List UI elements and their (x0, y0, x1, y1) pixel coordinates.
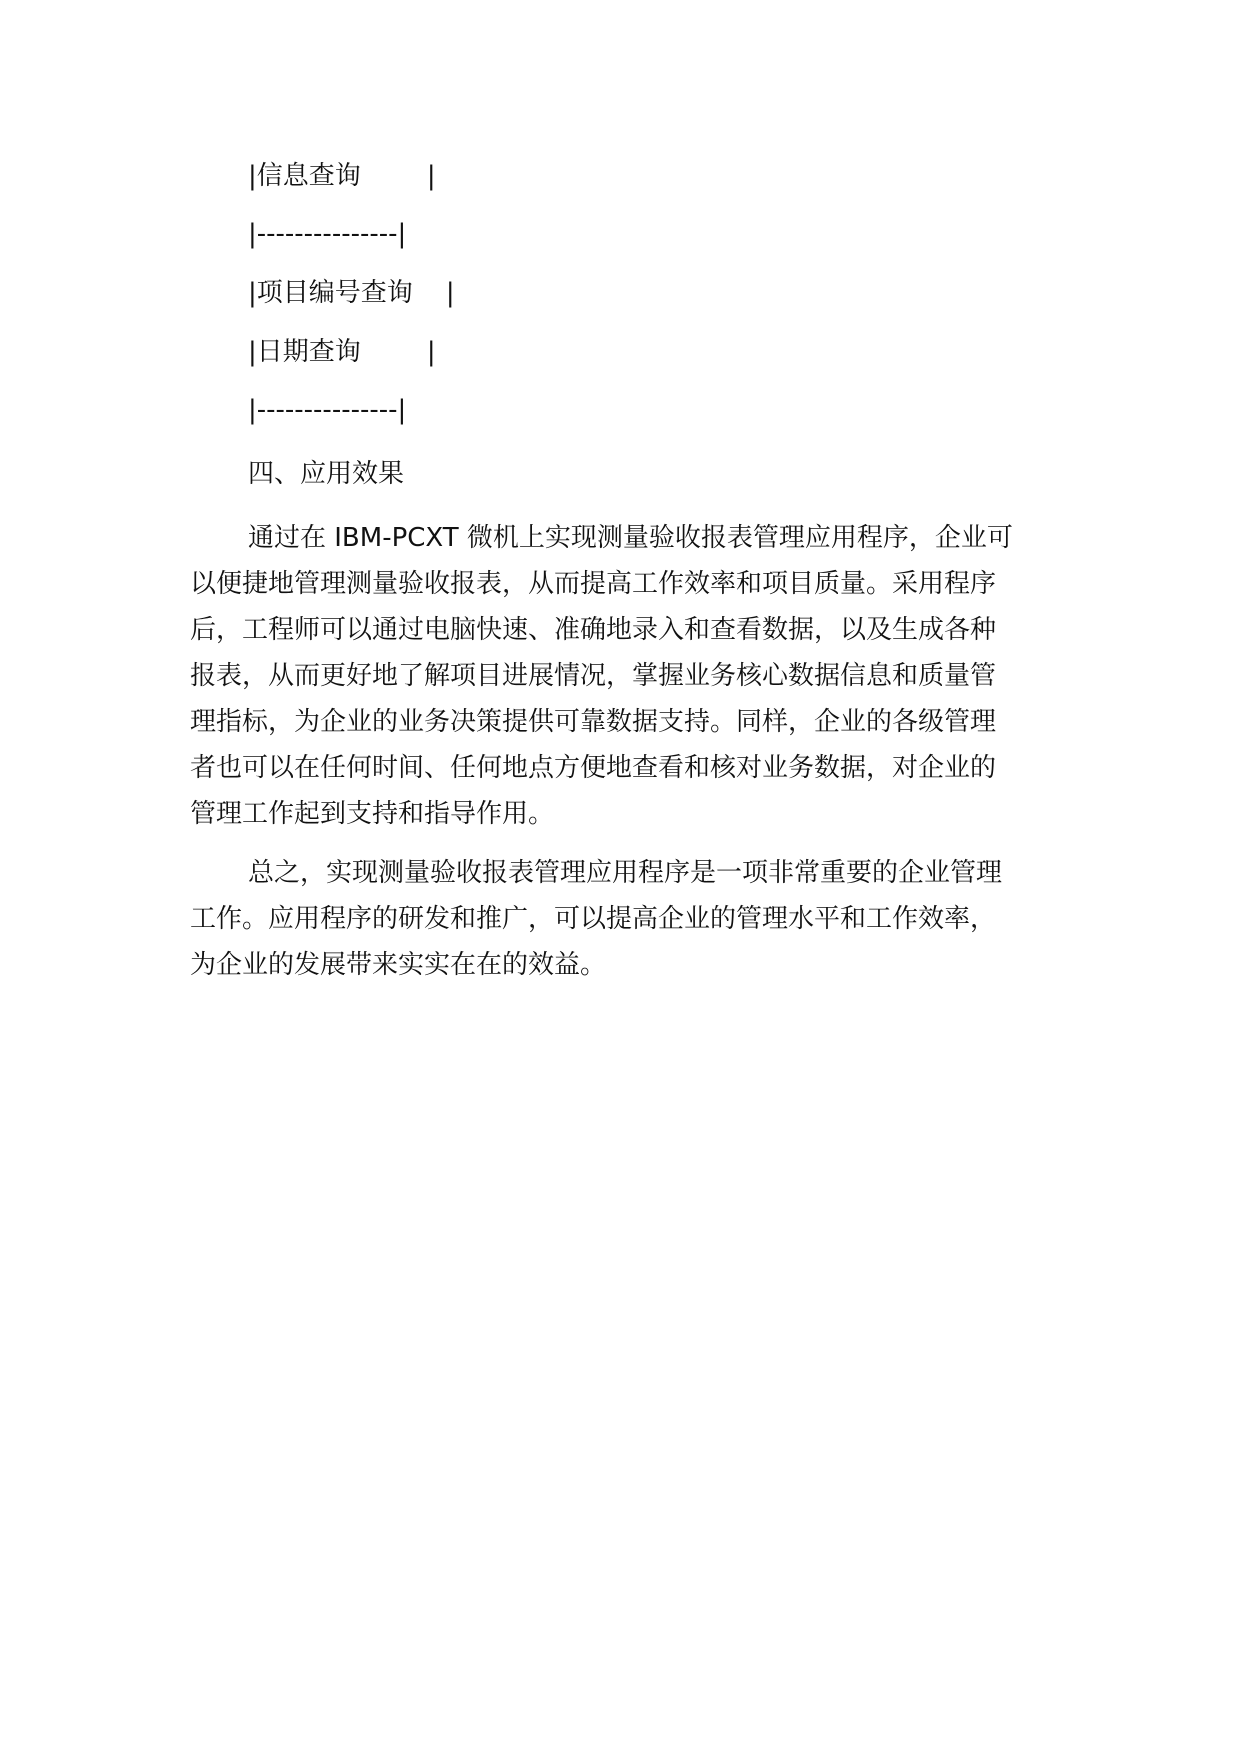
paragraph-line: 理指标，为企业的业务决策提供可靠数据支持。同样，企业的各级管理 (190, 707, 997, 737)
paragraph-line: 以便捷地管理测量验收报表，从而提高工作效率和项目质量。采用程序 (190, 569, 997, 599)
menu-line-date-query: |日期查询 | (248, 337, 436, 367)
menu-line-info-query: |信息查询 | (248, 161, 436, 191)
paragraph-line: 后，工程师可以通过电脑快速、准确地录入和查看数据，以及生成各种 (190, 615, 997, 645)
section-heading: 四、应用效果 (248, 459, 405, 489)
paragraph-line: 通过在 IBM-PCXT 微机上实现测量验收报表管理应用程序，企业可 (248, 523, 1013, 553)
menu-divider-line: |---------------| (248, 219, 407, 249)
menu-divider-line: |---------------| (248, 395, 407, 425)
paragraph-conclusion (190, 850, 1040, 988)
paragraph-line: 报表，从而更好地了解项目进展情况，掌握业务核心数据信息和质量管 (190, 661, 997, 691)
paragraph-line: 管理工作起到支持和指导作用。 (190, 799, 555, 829)
paragraph-application-effect (190, 515, 1040, 837)
paragraph-line: 者也可以在任何时间、任何地点方便地查看和核对业务数据，对企业的 (190, 753, 997, 783)
paragraph-line: 为企业的发展带来实实在在的效益。 (190, 950, 607, 980)
paragraph-line: 总之，实现测量验收报表管理应用程序是一项非常重要的企业管理 (248, 858, 1003, 888)
menu-line-project-number-query: |项目编号查询 | (248, 278, 455, 308)
paragraph-line: 工作。应用程序的研发和推广，可以提高企业的管理水平和工作效率， (190, 904, 997, 934)
